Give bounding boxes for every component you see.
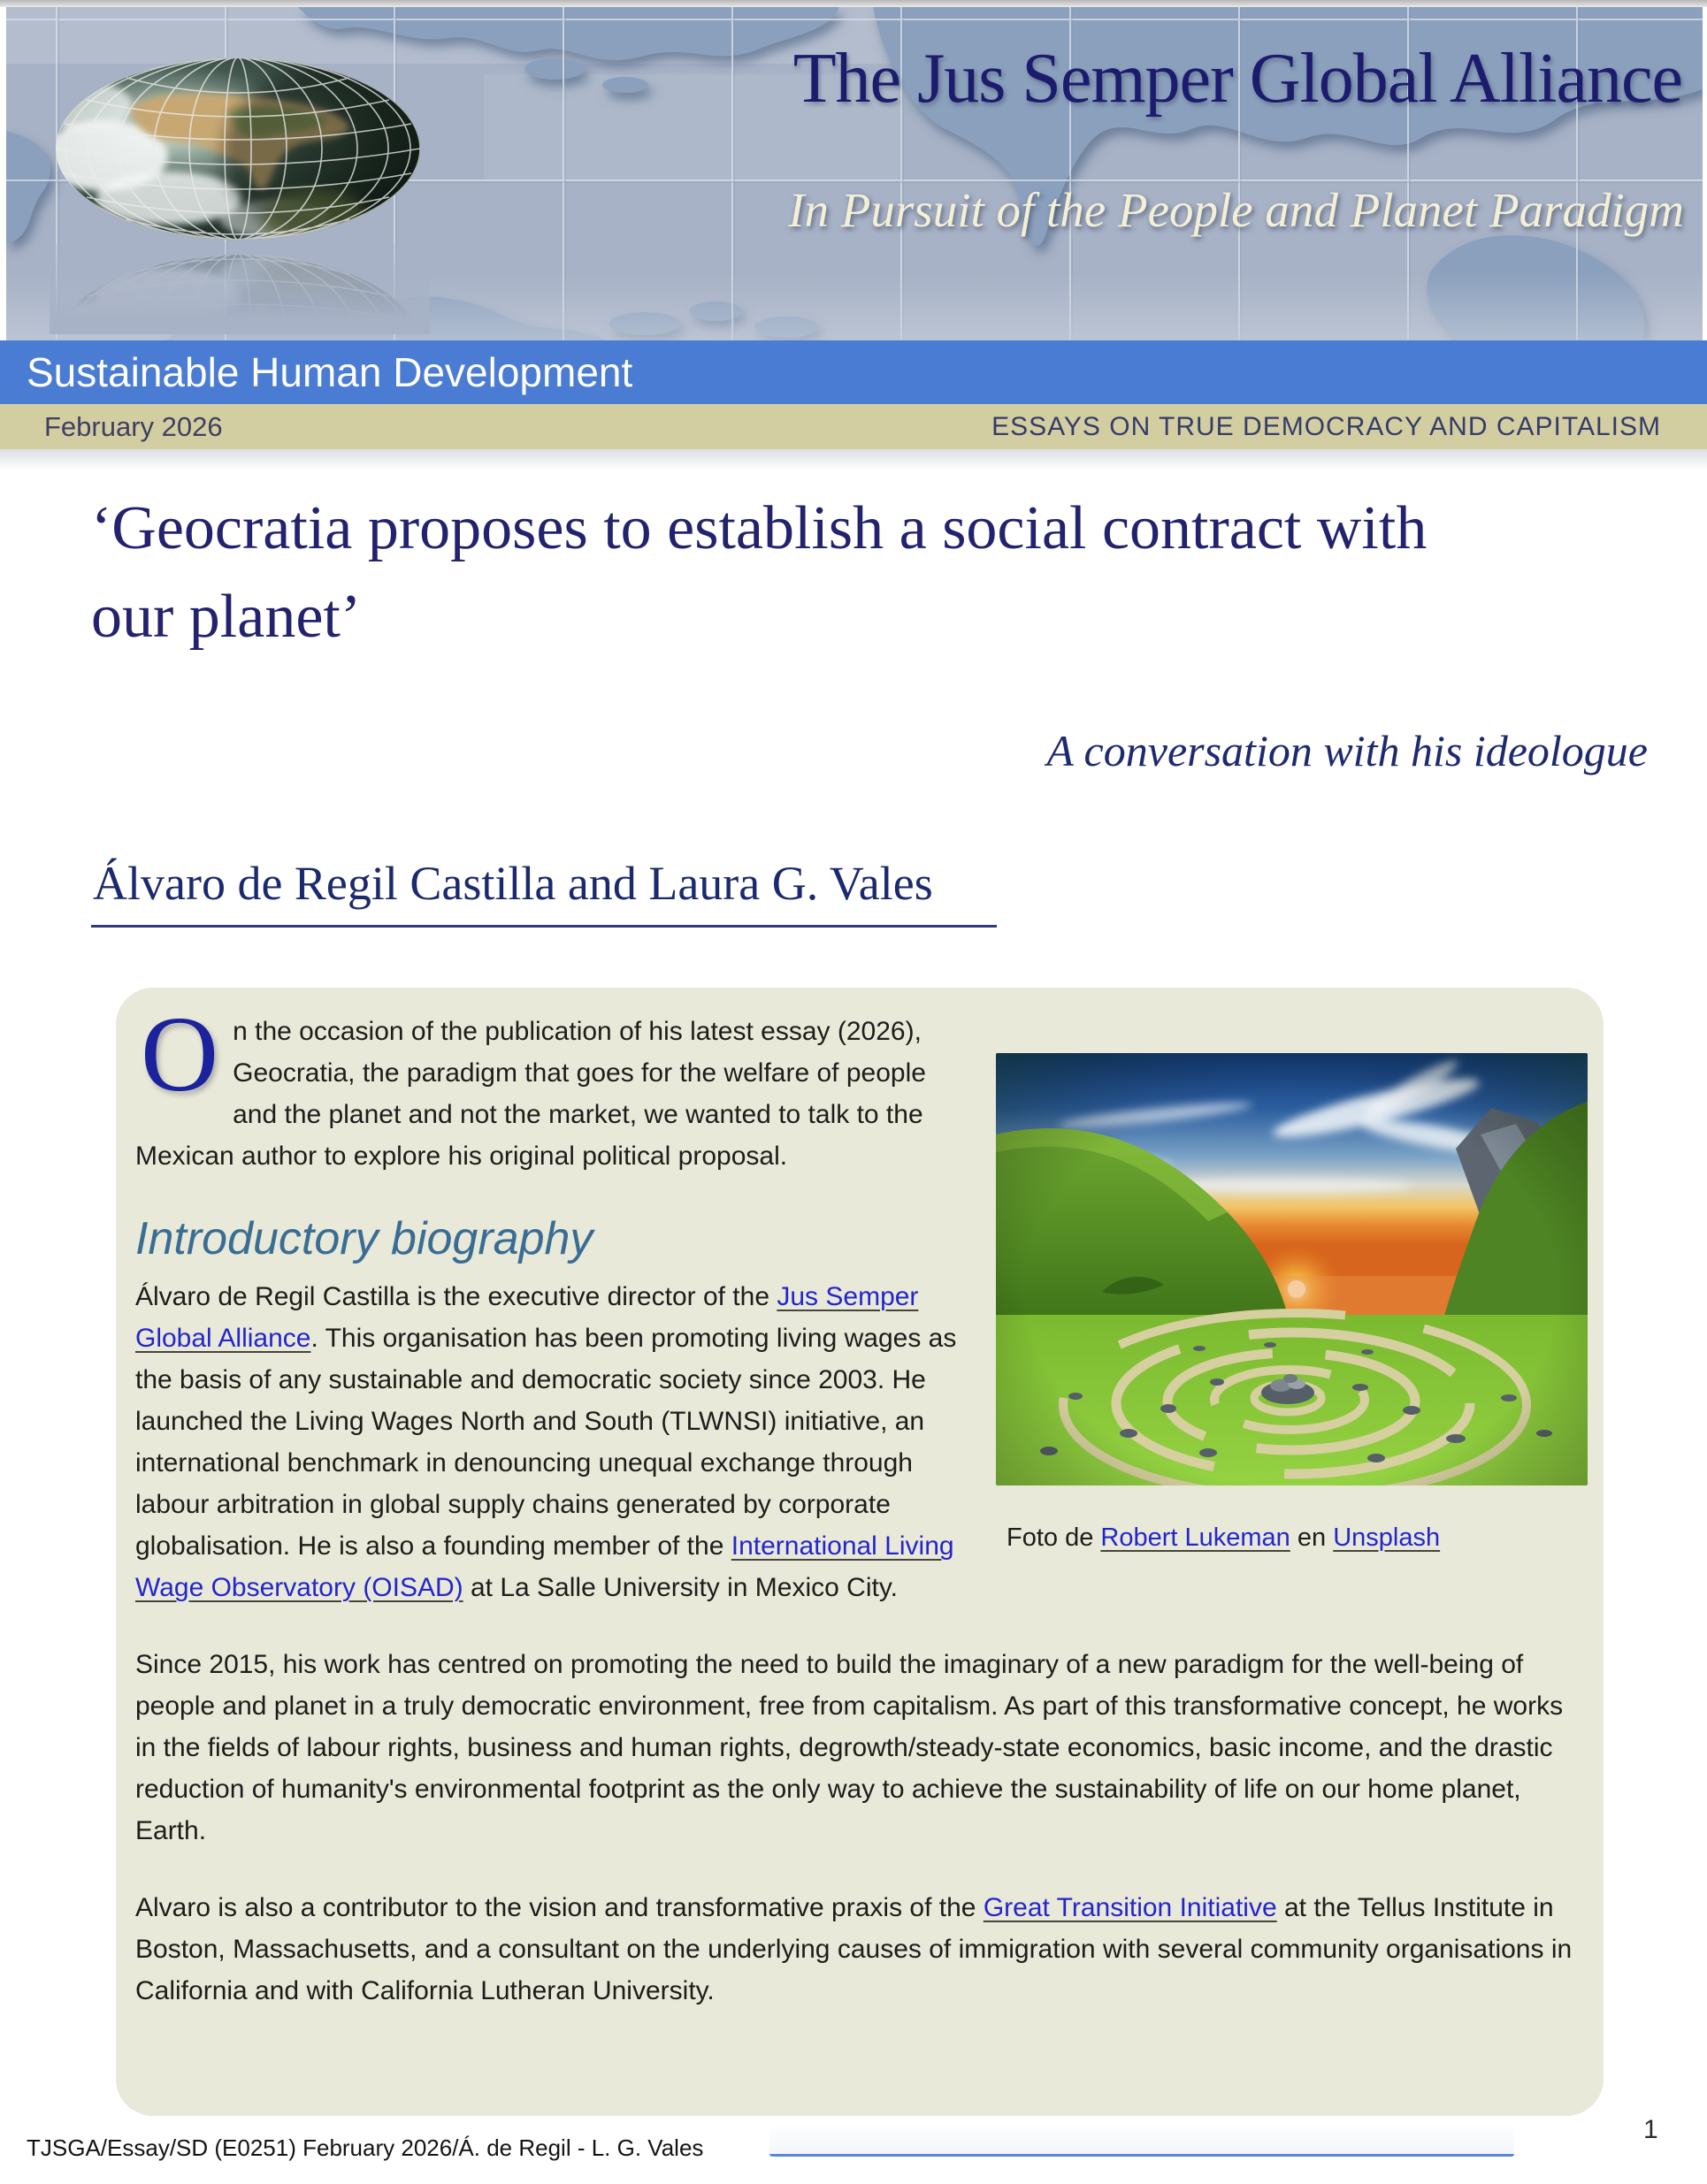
- drop-cap: O: [141, 995, 219, 1114]
- page-number: 1: [1643, 2115, 1658, 2144]
- bar-shadow: [0, 449, 1707, 470]
- contributions-paragraph: [135, 1887, 1588, 2012]
- photo-source-link[interactable]: Unsplash: [1333, 1523, 1441, 1552]
- bio-text: at the Tellus Institute in Boston, Massachusetts, and a consultant on the underlying causes of immigration with several community organisations in California and with California Lutheran University.: [135, 1893, 1573, 2005]
- caption-text: en: [1290, 1523, 1334, 1552]
- intro-box: [116, 988, 1604, 2116]
- globe-logo: [50, 50, 430, 334]
- series-label: ESSAYS ON TRUE DEMOCRACY AND CAPITALISM: [991, 412, 1661, 441]
- issue-date: February 2026: [44, 411, 223, 442]
- series-bar: [0, 404, 1707, 449]
- photo-author-link[interactable]: Robert Lukeman: [1100, 1523, 1290, 1552]
- photo-caption: [996, 1523, 1588, 1553]
- bio-heading: Introductory biography: [135, 1213, 593, 1264]
- program-bar-label: Sustainable Human Development: [27, 349, 633, 395]
- site-title: The Jus Semper Global Alliance: [792, 40, 1682, 118]
- bio-text: Álvaro de Regil Castilla is the executive director of the: [135, 1282, 777, 1311]
- work-paragraph: Since 2015, his work has centred on promoting the need to build the imaginary of a new paradigm for the well-being of people and planet in a truly democratic environment, free from capitalism. As part of this transformative concept, he works in the fields of labour rights, business and human rights, degrowth/steady-state economics, basic income, and the drastic reduction of humanity's environmental footprint as the only way to achieve the sustainability of life on our home planet, Earth.: [135, 1650, 1564, 1845]
- site-subtitle: In Pursuit of the People and Planet Paradigm: [788, 183, 1684, 237]
- footer-rule: [769, 2124, 1514, 2157]
- intro-text: n the occasion of the publication of his latest essay (2026), Geocratia, the paradigm that goes for the welfare of people and the planet and not the market, we wanted to talk to the Mexican author to explore his original political proposal.: [135, 1017, 926, 1171]
- author-rule: [91, 925, 997, 928]
- document-id: TJSGA/Essay/SD (E0251) February 2026/Á. de Regil - L. G. Vales: [27, 2134, 704, 2161]
- oisad-link[interactable]: International Living Wage Observatory (OISAD): [135, 1531, 954, 1602]
- landscape-photo: [996, 1053, 1588, 1485]
- essay-kicker: A conversation with his ideologue: [1046, 726, 1648, 775]
- page-top-strip: [0, 0, 1707, 7]
- great-transition-link[interactable]: Great Transition Initiative: [983, 1893, 1277, 1922]
- program-bar: [0, 340, 1707, 404]
- caption-text: Foto de: [1007, 1523, 1101, 1552]
- bio-text: at La Salle University in Mexico City.: [463, 1573, 898, 1602]
- essay-authors: Álvaro de Regil Castilla and Laura G. Vales: [93, 857, 933, 910]
- landscape-figure: [996, 1053, 1588, 1553]
- bio-text: . This organisation has been promoting living wages as the basis of any sustainable and democratic society since 2003. He launched the Living Wages North and South (TLWNSI) initiative, an international benchmark in denouncing unequal exchange through labour arbitration in global supply chains generated by corporate globalisation. He is also a founding member of the: [135, 1324, 957, 1561]
- bio-text: Alvaro is also a contributor to the vision and transformative praxis of the: [135, 1893, 984, 1922]
- essay-title: ‘Geocratia proposes to establish a social contract with our planet’: [91, 494, 1428, 651]
- jus-semper-link[interactable]: Jus Semper Global Alliance: [135, 1282, 919, 1353]
